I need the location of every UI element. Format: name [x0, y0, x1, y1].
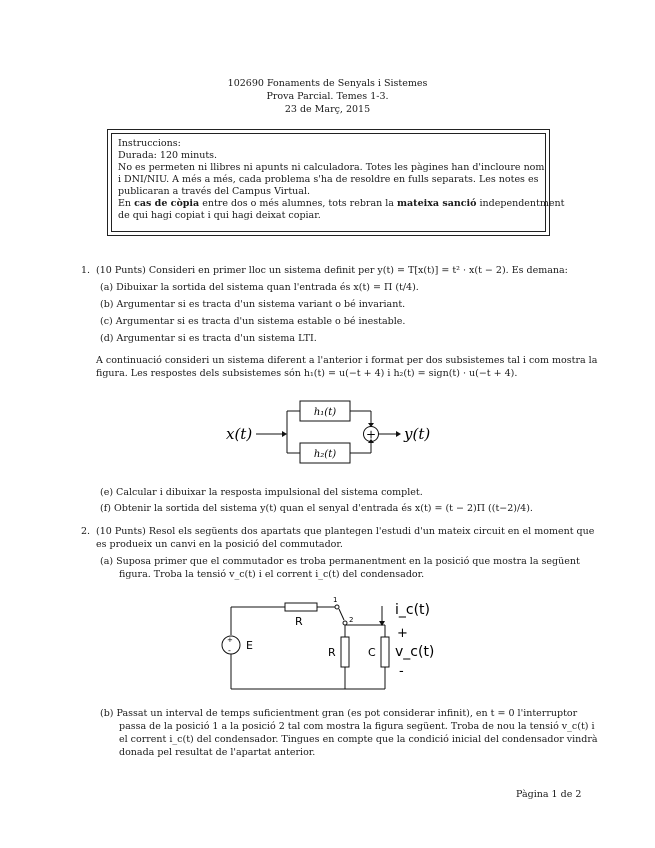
instructions-title: Instruccions: — [118, 138, 181, 149]
problem-1-item-f: (f) Obtenir la sortida del sistema y(t) quan el senyal d'entrada és x(t) = (t − 2)Π ((t−2)/4). — [100, 503, 533, 514]
switch-contact-1 — [335, 605, 339, 609]
h2-label: h₂(t) — [313, 449, 337, 460]
voltage-label: v_c(t) — [395, 644, 435, 660]
instructions-line-2: i DNI/NIU. A més a més, cada problema s'ha de resoldre en fulls separats. Les notes es — [118, 174, 539, 185]
problem-1-paragraph-2: figura. Les respostes dels subsistemes són h₁(t) = u(−t + 4) i h₂(t) = sign(t) · u(−t + 4). — [96, 368, 518, 379]
problem-2-item-b-line-2: passa de la posició 1 a la posició 2 tal com mostra la figura següent. Troba de nou la tensió v_c(t) i — [119, 721, 595, 732]
resistor-top — [285, 603, 317, 611]
copy-case-bold: cas de còpia — [134, 198, 200, 209]
resistor-middle — [341, 637, 349, 667]
instructions-duration: Durada: 120 minuts. — [118, 150, 218, 161]
problem-2-item-b-line-4: donada pel resultat de l'apartat anterior. — [119, 747, 316, 758]
problem-1-item-a: (a) Dibuixar la sortida del sistema quan l'entrada és x(t) = Π (t/4). — [100, 282, 419, 293]
problem-1-item-b: (b) Argumentar si es tracta d'un sistema variant o bé invariant. — [100, 299, 406, 310]
cap-plus: + — [397, 626, 408, 641]
capacitor — [381, 637, 389, 667]
problem-2-item-a-line-1: (a) Suposa primer que el commutador es troba permanentment en la posició que mostra la següent — [100, 556, 580, 567]
switch-position-1: 1 — [333, 596, 338, 604]
same-sanction-bold: mateixa sanció — [396, 198, 477, 209]
resistor-top-label: R — [295, 615, 303, 628]
diagram-output-label: y(t) — [404, 425, 431, 443]
summing-junction-plus: + — [365, 427, 377, 442]
h1-label: h₁(t) — [313, 407, 337, 418]
switch-blade — [339, 609, 344, 620]
problem-1-number: 1. — [81, 265, 91, 276]
problem-1-item-c: (c) Argumentar si es tracta d'un sistema estable o bé inestable. — [100, 316, 406, 327]
problem-2-line-1: (10 Punts) Resol els següents dos apartats que plantegen l'estudi d'un mateix circuit en el moment que — [96, 526, 595, 537]
capacitor-label: C — [368, 646, 376, 659]
problem-2-item-a-line-2: figura. Troba la tensió v_c(t) i el corrent i_c(t) del condensador. — [119, 569, 425, 580]
diagram-input-arrowhead — [282, 431, 287, 437]
problem-1-paragraph-1: A continuació consideri un sistema diferent a l'anterior i format per dos subsistemes tal i com mostra la — [96, 355, 598, 366]
exam-date: 23 de Març, 2015 — [284, 104, 371, 115]
source-plus: + — [227, 636, 233, 644]
diagram-input-label: x(t) — [226, 425, 253, 443]
problem-1-item-e: (e) Calcular i dibuixar la resposta impulsional del sistema complet. — [100, 487, 423, 498]
instructions-box — [107, 129, 565, 236]
source-label: E — [246, 639, 253, 652]
switch-contact-2 — [343, 621, 347, 625]
page-number: Pàgina 1 de 2 — [516, 789, 582, 800]
cap-minus: - — [399, 664, 404, 679]
problem-2-item-b-line-1: (b) Passat un interval de temps suficientment gran (es pot considerar infinit), en t = 0 l'interruptor — [100, 708, 578, 719]
problem-2-number: 2. — [81, 526, 91, 537]
source-minus: - — [228, 646, 231, 655]
instructions-line-3: publicaran a través del Campus Virtual. — [118, 186, 311, 197]
block-diagram — [220, 395, 440, 467]
problem-1-intro: (10 Punts) Consideri en primer lloc un sistema definit per y(t) = T[x(t)] = t² · x(t − 2). Es demana: — [96, 265, 568, 276]
exam-subtitle: Prova Parcial. Temes 1-3. — [266, 91, 389, 102]
circuit-diagram — [215, 592, 440, 694]
problem-2-item-b-line-3: el corrent i_c(t) del condensador. Tingues en compte que la condició inicial del condensador vindrà — [119, 734, 598, 745]
instructions-line-4: En cas de còpia entre dos o més alumnes, tots rebran la mateixa sanció independentment — [118, 198, 565, 209]
current-label: i_c(t) — [395, 602, 430, 618]
problem-1-item-d: (d) Argumentar si es tracta d'un sistema LTI. — [100, 333, 317, 344]
instructions-line-1: No es permeten ni llibres ni apunts ni calculadora. Totes les pàgines han d'incloure nom — [118, 162, 545, 173]
instructions-line-5: de qui hagi copiat i qui hagi deixat copiar. — [118, 210, 321, 221]
resistor-middle-label: R — [328, 646, 336, 659]
course-title: 102690 Fonaments de Senyals i Sistemes — [227, 78, 428, 89]
switch-position-2: 2 — [349, 616, 354, 624]
problem-2-line-2: es produeix un canvi en la posició del commutador. — [96, 539, 343, 550]
